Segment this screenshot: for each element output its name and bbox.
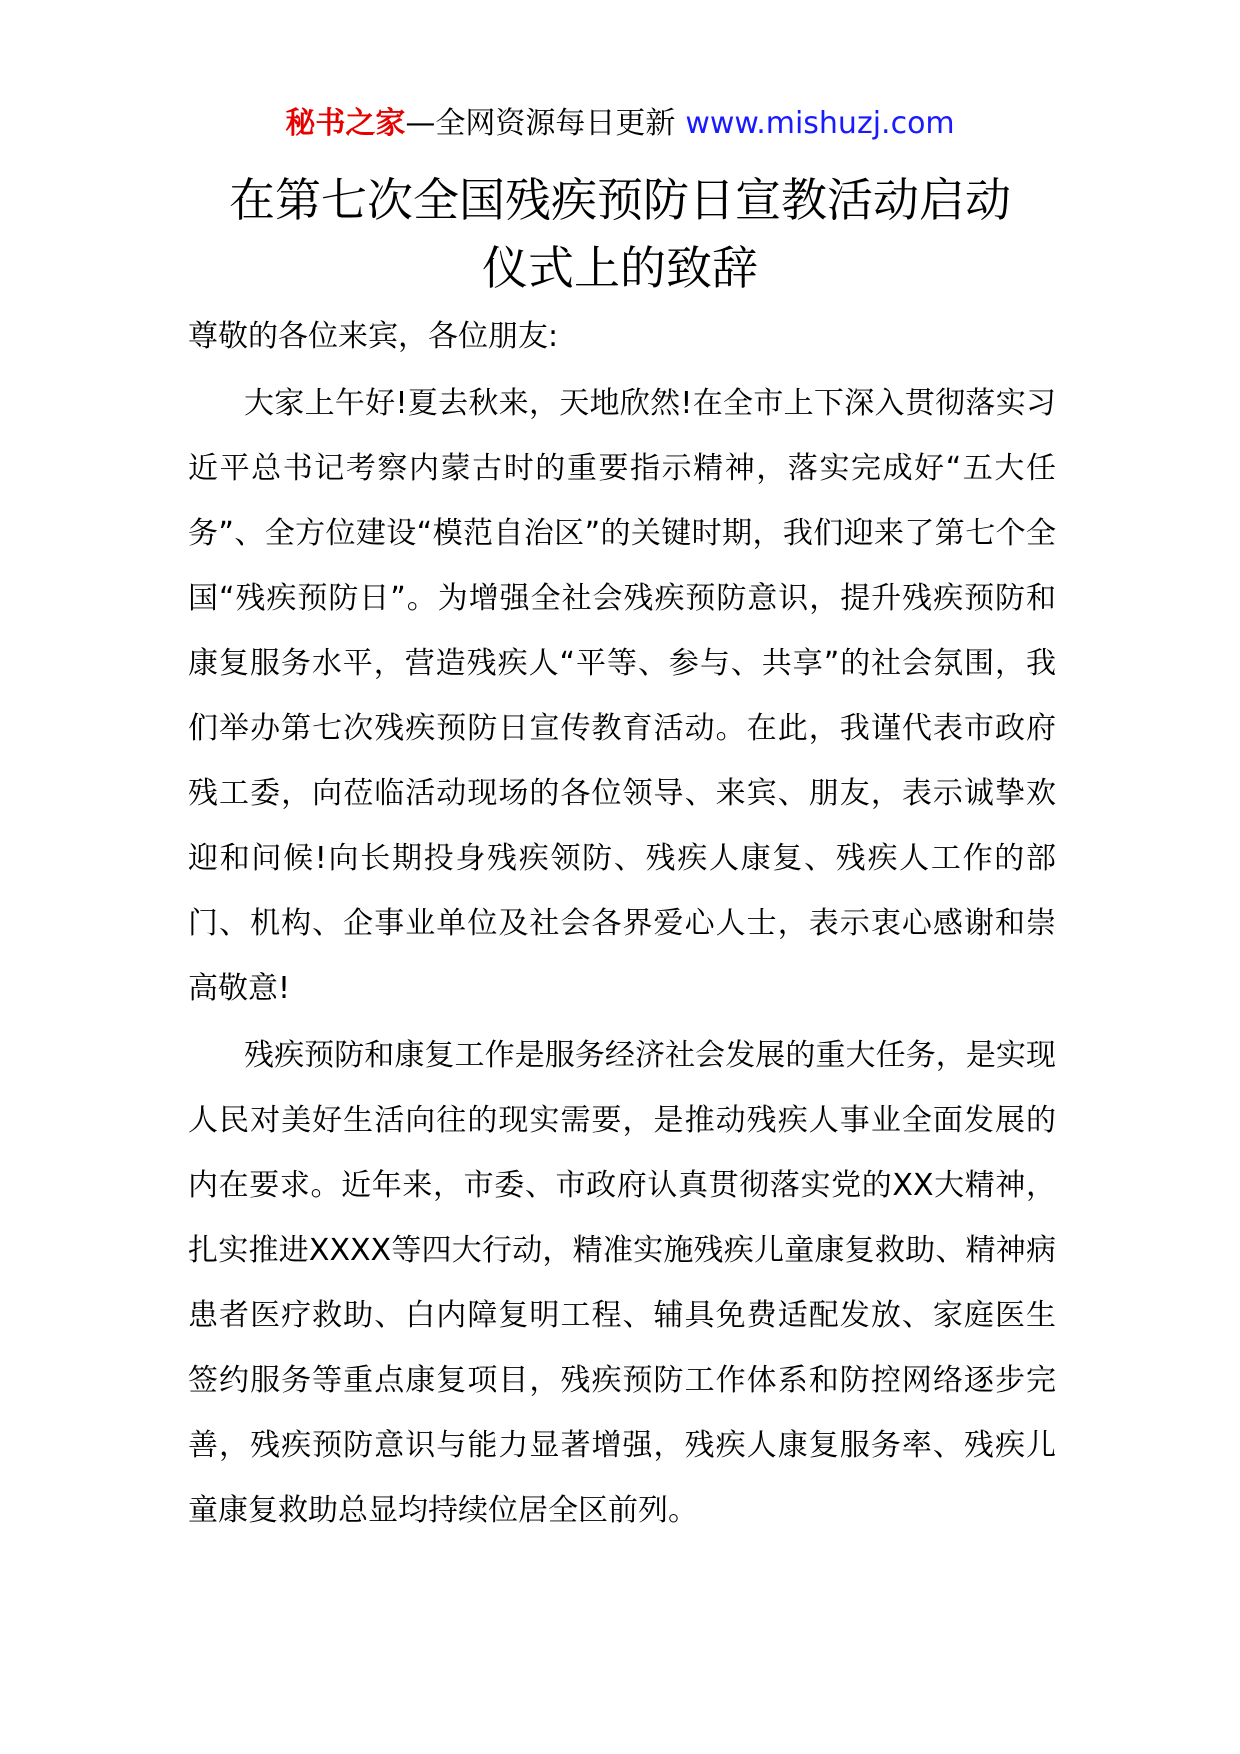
site-header [0,100,1240,148]
brand-name: 秘书之家 [285,106,406,141]
title-line-1: 在第七次全国残疾预防日宣教活动启动 [229,173,1011,227]
document-title [150,166,1090,302]
header-slogan: —全网资源每日更新 [405,106,676,141]
site-url-link[interactable]: www.mishuzj.com [685,106,955,141]
paragraph-2: 残疾预防和康复工作是服务经济社会发展的重大任务，是实现人民对美好生活向往的现实需要，是推动残疾人事业全面发展的内在要求。近年来，市委、市政府认真贯彻落实党的XX大精神，扎实推进XXXX等四大行动，精准实施残疾儿童康复救助、精神病患者医疗救助、白内障复明工程、辅具免费适配发放、家庭医生签约服务等重点康复项目，残疾预防工作体系和防控网络逐步完善，残疾预防意识与能力显著增强，残疾人康复服务率、残疾儿童康复救助总显均持续位居全区前列。 [188,1038,1056,1528]
paragraph-1: 大家上午好!夏去秋来，天地欣然!在全市上下深入贯彻落实习近平总书记考察内蒙古时的重要指示精神，落实完成好“五大任务”、全方位建设“模范自治区”的关键时期，我们迎来了第七个全国“残疾预防日”。为增强全社会残疾预防意识，提升残疾预防和康复服务水平，营造残疾人“平等、参与、共享”的社会氛围，我们举办第七次残疾预防日宣传教育活动。在此，我谨代表市政府残工委，向莅临活动现场的各位领导、来宾、朋友，表示诚挚欢迎和问候!向长期投身残疾领防、残疾人康复、残疾人工作的部门、机构、企事业单位及社会各界爱心人士，表示衷心感谢和崇高敬意! [188,386,1056,1006]
salutation: 尊敬的各位来宾，各位朋友: [188,319,559,354]
document-body [188,304,1056,1545]
title-line-2: 仪式上的致辞 [482,241,758,295]
